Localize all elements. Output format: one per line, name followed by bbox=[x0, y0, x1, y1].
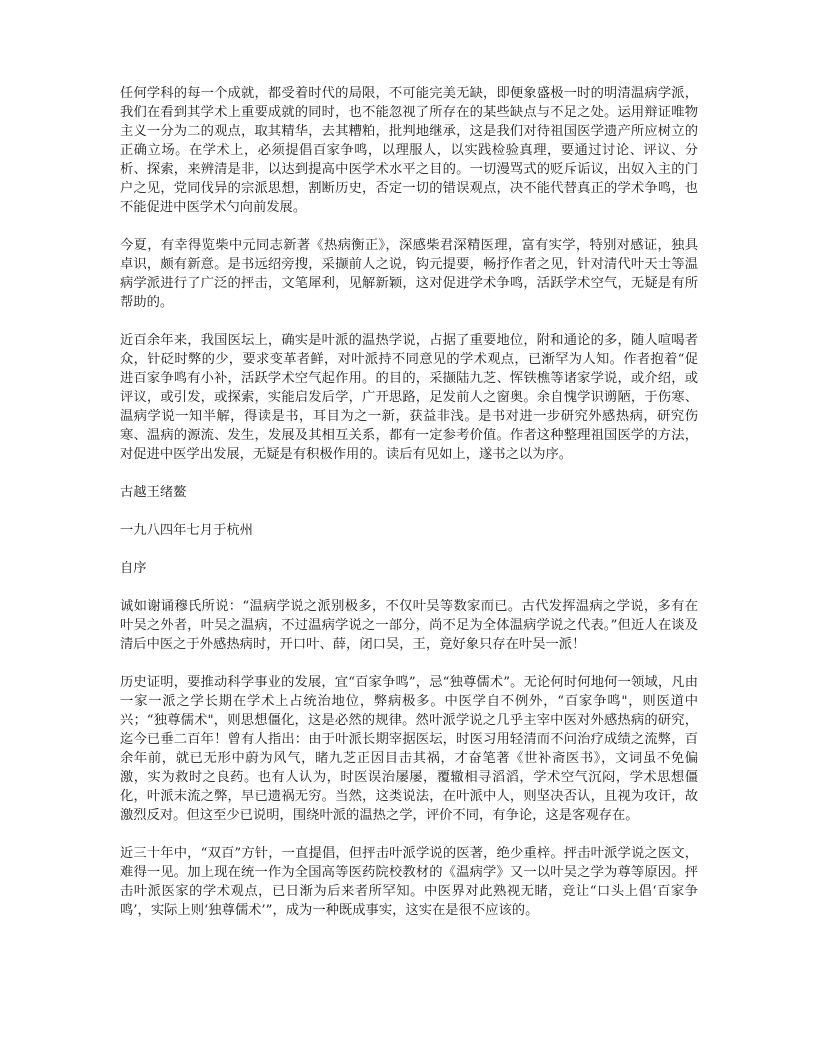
body-paragraph-2: 今夏，有幸得览柴中元同志新著《热病衡正》，深感柴君深精医理，富有实学，特别对感证，独具卓识，颇有新意。是书远绍旁搜，采撷前人之说，钩元提要，畅抒作者之见，针对清代叶天士等温病学派进行了广泛的抨击，文笔犀利，见解新颖，这对促进学术争鸣，活跃学术空气，无疑是有所帮助的。 bbox=[120, 238, 698, 310]
body-paragraph-3: 近百余年来，我国医坛上，确实是叶派的温热学说，占据了重要地位，附和通论的多，随人喧喝者众，针砭时弊的少，要求变革者鲜，对叶派持不同意见的学术观点，已渐罕为人知。作者抱着“促进百家争鸣有小补，活跃学术空气起作用。的目的，采撷陆九芝、恽铁樵等诸家学说，或介绍，或评议，或引发，或探索，实能启发后学，广开思路，足发前人之窗奥。余自愧学识谫陋，于伤寒、温病学说一知半解，得读是书，耳目为之一新，获益非浅。是书对进一步研究外感热病，研究伤寒、温病的源流、发生，发展及其相互关系，都有一定参考价值。作者这种整理祖国医学的方法，对促进中医学出发展，无疑是有积极作用的。读后有见如上，遂书之以为序。 bbox=[120, 333, 698, 462]
document-page bbox=[120, 84, 698, 939]
author-signature: 古越王绪鳌 bbox=[120, 485, 187, 500]
date-line: 一九八四年七月于杭州 bbox=[120, 523, 253, 538]
preface-paragraph-2: 历史证明，要推动科学事业的发展，宜“百家争鸣”，忌“独尊儒术”。无论何时何地何一领域，凡由一家一派之学长期在学术上占统治地位，弊病极多。中医学自不例外，“百家争鸣"，则医道中兴；“独尊儒术"，则思想僵化，这是必然的规律。然叶派学说之几乎主宰中医对外感热病的研究，迄今已垂二百年！曾有人指出：由于叶派长期宰据医坛，时医习用轻清而不问治疗成绩之流弊，百余年前，就已无形中蔚为风气，睹九芝正因目击其祸，才奋笔著《世补斋医书》，文词虽不免偏激，实为救时之良药。也有人认为，时医误治屡屡，覆辙相寻滔滔，学术空气沉闷，学术思想僵化，叶派末流之弊，早已遗祸无穷。当然，这类说法，在叶派中人，则坚决否认，且视为攻讦，故激烈反对。但这至少已说明，围绕叶派的温热之学，评价不同，有争论，这是客观存在。 bbox=[120, 675, 698, 823]
body-paragraph-1: 任何学科的每一个成就，都受着时代的局限，不可能完美无缺，即便象盛极一时的明清温病学派，我们在看到其学术上重要成就的同时，也不能忽视了所存在的某些缺点与不足之处。运用辩证唯物主义一分为二的观点，取其精华，去其糟粕，批判地继承，这是我们对待祖国医学遗产所应树立的正确立场。在学术上，必须提倡百家争鸣，以理服人，以实践检验真理，要通过讨论、评议、分析、探索，来辨清是非，以达到提高中医学术水平之目的。一切漫骂式的贬斥诟议，出奴入主的门户之见，党同伐异的宗派思想，割断历史，否定一切的错误观点，决不能代替真正的学术争鸣，也不能促进中医学术勺向前发展。 bbox=[120, 86, 698, 215]
section-title: 自序 bbox=[120, 561, 147, 576]
preface-paragraph-1: 诚如谢诵穆氏所说：“温病学说之派别极多，不仅叶吴等数家而已。古代发挥温病之学说，多有在叶吴之外者，叶吴之温病，不过温病学说之一部分，尚不足为全体温病学说之代表。”但近人在谈及清后中医之于外感热病时，开口叶、薛，闭口吴，王，竟好象只存在叶吴一派！ bbox=[120, 599, 698, 652]
preface-paragraph-3: 近三十年中，“双百”方针，一直提倡，但抨击叶派学说的医著，绝少重梓。抨击叶派学说之医文，难得一见。加上现在统一作为全国高等医药院校教材的《温病学》又一以叶吴之学为尊等原因。抨击叶派医家的学术观点，已日渐为后来者所罕知。中医界对此熟视无睹，竞让“口头上倡‘百家争鸣’，实际上则‘独尊儒术’”，成为一种既成事实，这实在是很不应该的。 bbox=[120, 846, 698, 918]
